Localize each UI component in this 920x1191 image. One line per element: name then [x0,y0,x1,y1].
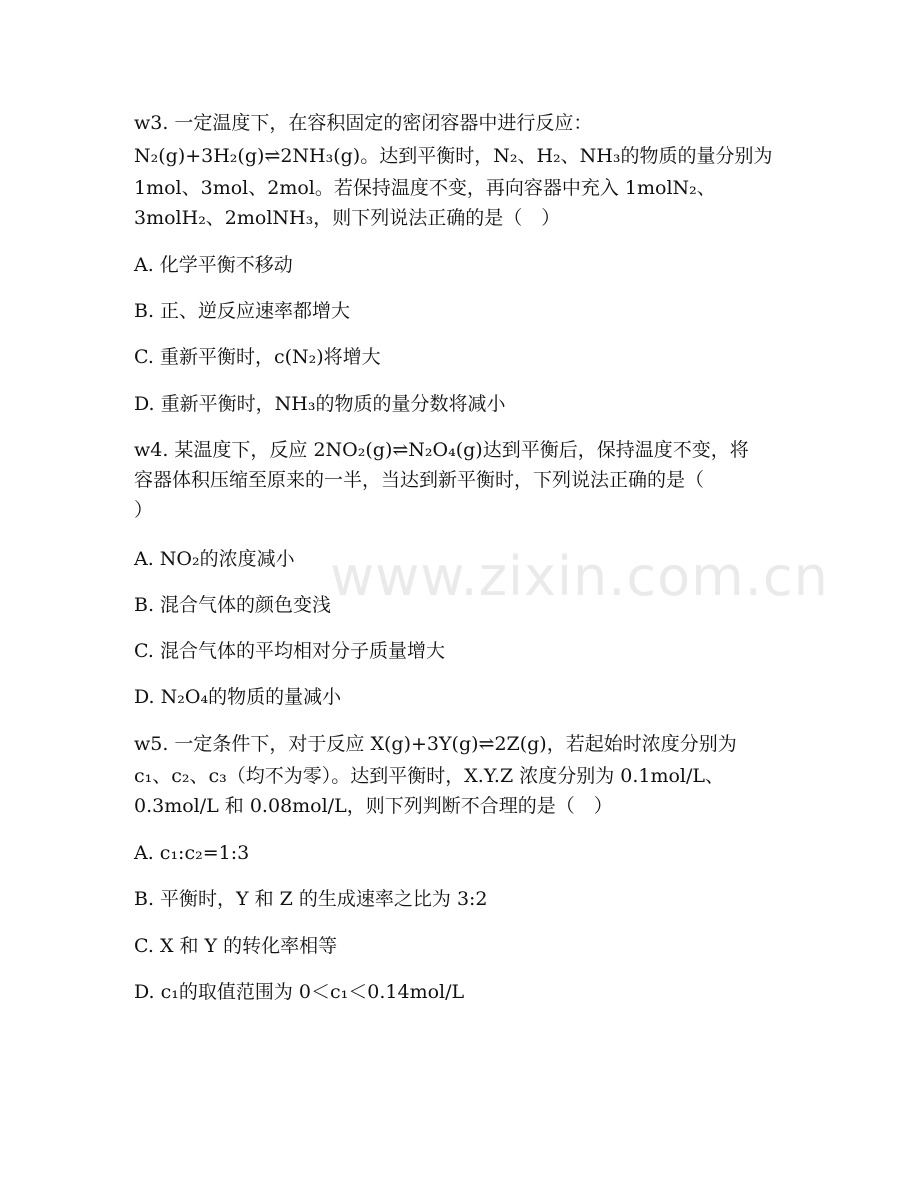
q3-stem-line-1: w3. 一定温度下，在容积固定的密闭容器中进行反应： [134,112,593,134]
q4-option-c: C. 混合气体的平均相对分子质量增大 [134,640,445,662]
q5-stem-line-1: w5. 一定条件下，对于反应 X(g)+3Y(g)⇌2Z(g)，若起始时浓度分别为 [134,733,737,755]
q3-stem-line-2: N₂(g)+3H₂(g)⇌2NH₃(g)。达到平衡时，N₂、H₂、NH₃的物质的量分别为 [134,145,773,167]
q5-option-b: B. 平衡时，Y 和 Z 的生成速率之比为 3:2 [134,888,488,910]
q4-stem-line-2: 容器体积压缩至原来的一半，当达到新平衡时，下列说法正确的是（ [134,469,705,491]
q5-stem-line-3: 0.3mol/L 和 0.08mol/L，则下列判断不合理的是（ ） [134,795,613,817]
q5-stem-line-2: c₁、c₂、c₃（均不为零）。达到平衡时，X.Y.Z 浓度分别为 0.1mol/L、 [134,765,725,787]
q3-stem-line-3: 1mol、3mol、2mol。若保持温度不变，再向容器中充入 1molN₂、 [134,177,716,199]
q3-option-a: A. 化学平衡不移动 [134,254,293,276]
q5-option-c: C. X 和 Y 的转化率相等 [134,935,338,957]
watermark: www.zixin.com.cn [330,545,829,608]
q5-option-d: D. c₁的取值范围为 0＜c₁＜0.14mol/L [134,981,465,1003]
q5-option-a: A. c₁:c₂=1:3 [134,842,250,864]
q3-option-d: D. 重新平衡时，NH₃的物质的量分数将减小 [134,393,506,415]
q4-option-d: D. N₂O₄的物质的量减小 [134,686,342,708]
q4-stem-line-3: ） [134,499,154,521]
q4-stem-line-1: w4. 某温度下，反应 2NO₂(g)⇌N₂O₄(g)达到平衡后，保持温度不变，将 [134,439,749,461]
q3-option-b: B. 正、逆反应速率都增大 [134,300,351,322]
q3-option-c: C. 重新平衡时，c(N₂)将增大 [134,346,381,368]
q4-option-a: A. NO₂的浓度减小 [134,548,295,570]
q3-stem-line-4: 3molH₂、2molNH₃，则下列说法正确的是（ ） [134,207,561,229]
q4-option-b: B. 混合气体的颜色变浅 [134,594,332,616]
